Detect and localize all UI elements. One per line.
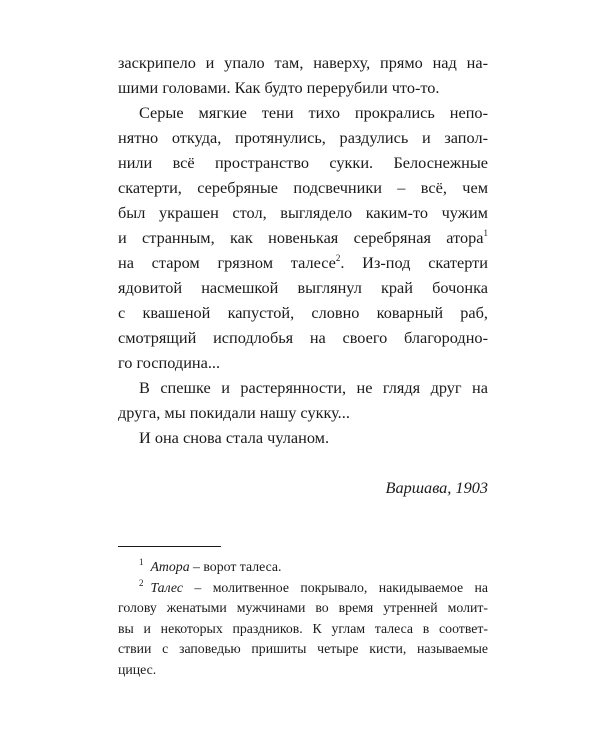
text-line: И она снова стала чуланом. — [139, 428, 330, 447]
footnote-term: Талес — [150, 579, 183, 595]
text-line: нятно откуда, протянулись, раздулись и запол- — [118, 128, 488, 147]
text-line: ствии с заповедью пришиты четыре кисти, называемые — [118, 641, 488, 656]
footnote-mark: 2 — [139, 577, 144, 588]
paragraph-1 — [118, 50, 488, 100]
paragraph-3 — [118, 375, 488, 425]
text-line: цицес. — [118, 661, 157, 677]
text-line — [118, 225, 488, 250]
footnote-ref-2[interactable]: 2 — [335, 252, 341, 263]
text-line: был украшен стол, выглядело каким-то чужим — [118, 203, 488, 222]
text-line: ядовитой насмешкой выглянул край бочонка — [118, 278, 488, 297]
text-line: голову женатыми мужчинами во время утренней молит- — [118, 600, 488, 615]
paragraph-4 — [118, 425, 488, 450]
footnote-term: Атора — [150, 559, 190, 574]
text-line: го господина... — [118, 353, 221, 372]
text-line: скатерти, серебряные подсвечники – всё, чем — [118, 178, 488, 197]
footnote-text: – ворот талеса. — [189, 559, 282, 574]
page-body — [118, 50, 488, 500]
text-line: шими головами. Как будто перерубили что-то. — [118, 78, 440, 97]
text-line: заскрипело и упало там, наверху, прямо над на- — [118, 53, 488, 72]
text-line — [118, 250, 488, 275]
footnote-divider — [118, 546, 221, 547]
main-text — [118, 50, 488, 450]
footnote-2 — [118, 578, 488, 681]
text-line: В спешке и растерянности, не глядя друг на — [139, 378, 488, 397]
footnote-text: – молитвенное покрывало, накидываемое на — [183, 579, 488, 595]
signature-place-date: Варшава, 1903 — [385, 478, 488, 497]
footnote-mark: 1 — [139, 557, 144, 568]
text-fragment: . Из-под скатерти — [340, 253, 488, 272]
text-fragment: и странным, как новенькая серебряная атора — [118, 228, 484, 247]
text-fragment: на старом грязном талесе — [118, 253, 336, 272]
footnotes — [118, 546, 488, 680]
text-line: Серые мягкие тени тихо прокрались непо- — [139, 103, 488, 122]
text-line: друга, мы покидали нашу сукку... — [118, 403, 350, 422]
text-line: вы и некоторых праздников. К углам талеса в соответ- — [118, 620, 488, 636]
text-line: с квашеной капустой, словно коварный раб, — [118, 303, 488, 322]
text-line — [118, 557, 488, 578]
paragraph-2 — [118, 100, 488, 375]
text-line: смотрящий исподлобья на своего благородно- — [118, 328, 488, 347]
footnote-ref-1[interactable]: 1 — [483, 227, 488, 238]
text-line: нили всё пространство сукки. Белоснежные — [118, 153, 488, 172]
text-line — [118, 578, 488, 599]
footnote-1 — [118, 557, 488, 578]
